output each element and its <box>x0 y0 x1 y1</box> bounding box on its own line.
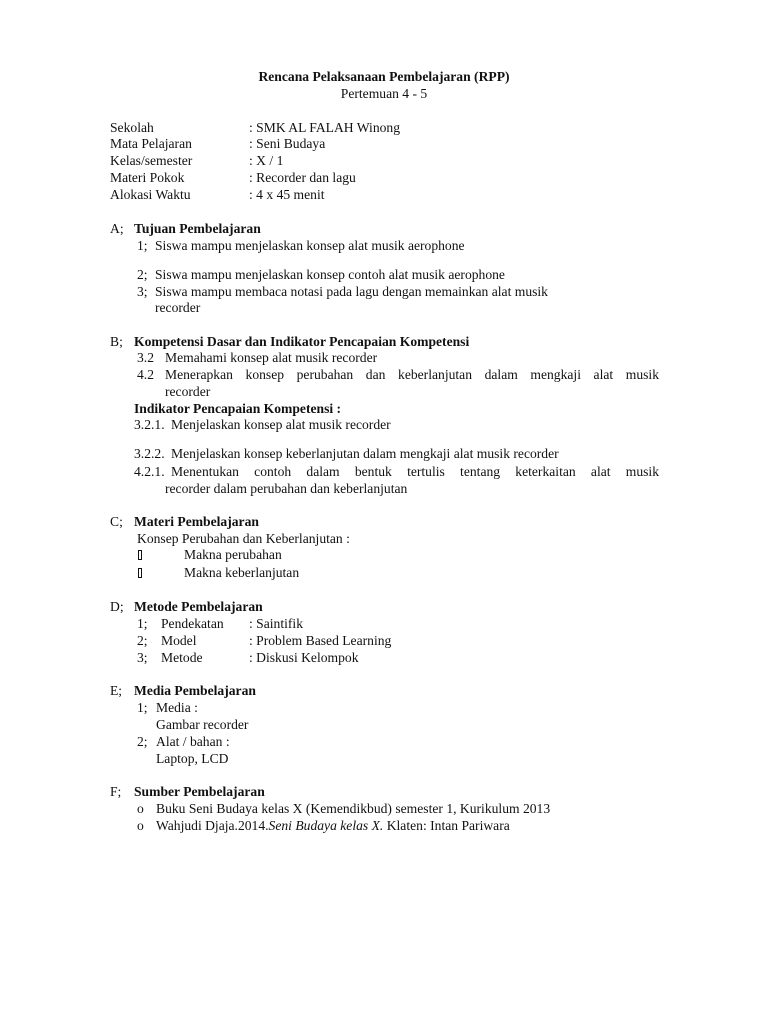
kd-number: 4.2 <box>137 367 154 382</box>
method-label: Pendekatan <box>161 616 224 631</box>
kd-text-continuation: recorder <box>165 384 211 399</box>
source-book-title: Seni Budaya kelas X. <box>268 818 384 833</box>
section-letter: A; <box>110 221 124 236</box>
media-label: Media : <box>156 700 198 715</box>
identity-value: : Recorder dan lagu <box>249 170 356 185</box>
method-label: Model <box>161 633 197 648</box>
materi-intro: Konsep Perubahan dan Keberlanjutan : <box>137 531 350 546</box>
kd-text: Memahami konsep alat musik recorder <box>165 350 378 365</box>
section-letter: C; <box>110 514 123 529</box>
identity-value: : Seni Budaya <box>249 136 326 151</box>
identity-label: Alokasi Waktu <box>110 187 191 202</box>
section-letter: E; <box>110 683 123 698</box>
method-value: : Saintifik <box>249 616 303 631</box>
identity-label: Materi Pokok <box>110 170 185 185</box>
document-title: Rencana Pelaksanaan Pembelajaran (RPP) <box>258 69 510 84</box>
source-item: Buku Seni Budaya kelas X (Kemendikbud) semester 1, Kurikulum 2013 <box>156 801 551 816</box>
indicator-number: 3.2.2. <box>134 446 165 461</box>
list-item: Siswa mampu membaca notasi pada lagu dengan memainkan alat musik <box>155 284 548 299</box>
list-number: 1; <box>137 238 148 253</box>
method-value: : Diskusi Kelompok <box>249 650 359 665</box>
list-item: Siswa mampu menjelaskan konsep contoh alat musik aerophone <box>155 267 505 282</box>
identity-label: Sekolah <box>110 120 154 135</box>
list-item: Makna keberlanjutan <box>184 565 300 580</box>
source-item <box>156 818 510 834</box>
list-number: 2; <box>137 734 148 749</box>
indicator-text: Menjelaskan konsep keberlanjutan dalam mengkaji alat musik recorder <box>171 446 559 461</box>
indicator-number: 4.2.1. <box>134 464 165 479</box>
identity-value: : X / 1 <box>249 153 284 168</box>
section-heading: Tujuan Pembelajaran <box>134 221 261 236</box>
identity-value: : 4 x 45 menit <box>249 187 325 202</box>
section-letter: F; <box>110 784 122 799</box>
square-bullet-icon <box>138 550 142 560</box>
list-number: 1; <box>137 700 148 715</box>
identity-value: : SMK AL FALAH Winong <box>249 120 401 135</box>
media-value: Laptop, LCD <box>156 751 229 766</box>
kd-text: Menerapkan konsep perubahan dan keberlanjutan dalam mengkaji alat musik <box>165 367 659 382</box>
section-heading: Materi Pembelajaran <box>134 514 259 529</box>
list-number: 2; <box>137 267 148 282</box>
source-publisher: Klaten: Intan Pariwara <box>383 818 510 833</box>
circle-bullet-icon: o <box>137 818 144 833</box>
media-label: Alat / bahan : <box>156 734 230 749</box>
section-letter: B; <box>110 334 123 349</box>
method-value: : Problem Based Learning <box>249 633 392 648</box>
indicator-text: Menentukan contoh dalam bentuk tertulis tentang keterkaitan alat musik <box>171 464 659 479</box>
indicator-text-continuation: recorder dalam perubahan dan keberlanjutan <box>165 481 408 496</box>
section-letter: D; <box>110 599 124 614</box>
section-heading: Kompetensi Dasar dan Indikator Pencapaian Kompetensi <box>134 334 470 349</box>
indicator-text: Menjelaskan konsep alat musik recorder <box>171 417 391 432</box>
document-subtitle: Pertemuan 4 - 5 <box>340 86 428 101</box>
section-heading: Metode Pembelajaran <box>134 599 263 614</box>
section-heading: Sumber Pembelajaran <box>134 784 265 799</box>
list-number: 1; <box>137 616 148 631</box>
list-number: 3; <box>137 284 148 299</box>
section-heading: Media Pembelajaran <box>134 683 256 698</box>
circle-bullet-icon: o <box>137 801 144 816</box>
list-item-continuation: recorder <box>155 300 201 315</box>
source-author: Wahjudi Djaja.2014. <box>156 818 269 833</box>
square-bullet-icon <box>138 568 142 578</box>
identity-label: Mata Pelajaran <box>110 136 192 151</box>
list-number: 3; <box>137 650 148 665</box>
media-value: Gambar recorder <box>156 717 249 732</box>
kd-number: 3.2 <box>137 350 154 365</box>
method-label: Metode <box>161 650 203 665</box>
indicator-heading: Indikator Pencapaian Kompetensi : <box>134 401 342 416</box>
indicator-number: 3.2.1. <box>134 417 165 432</box>
list-item: Makna perubahan <box>184 547 282 562</box>
list-number: 2; <box>137 633 148 648</box>
identity-label: Kelas/semester <box>110 153 193 168</box>
list-item: Siswa mampu menjelaskan konsep alat musik aerophone <box>155 238 465 253</box>
